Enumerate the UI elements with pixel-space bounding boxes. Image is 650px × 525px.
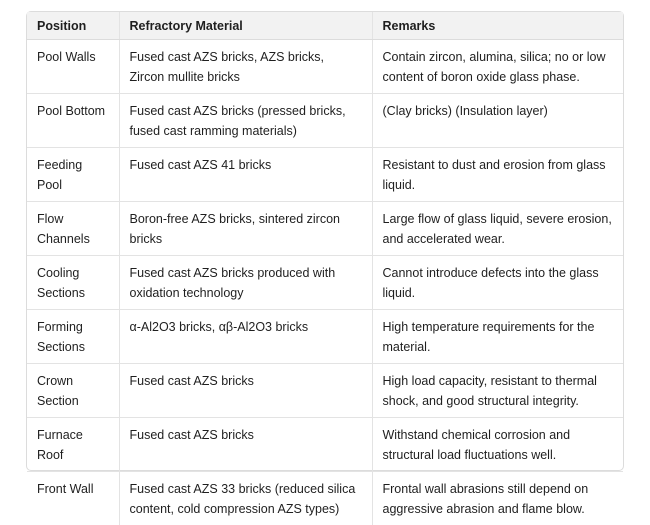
cell-position: Flow Channels: [27, 202, 119, 256]
cell-remarks: High load capacity, resistant to thermal shock, and good structural integrity.: [372, 364, 623, 418]
cell-position: Feeding Pool: [27, 148, 119, 202]
cell-position: Furnace Roof: [27, 418, 119, 472]
table-row: [27, 202, 623, 256]
cell-material: Fused cast AZS bricks: [119, 364, 372, 418]
header-row: [27, 12, 623, 40]
cell-remarks: Large flow of glass liquid, severe erosion, and accelerated wear.: [372, 202, 623, 256]
header-refractory-material: Refractory Material: [119, 12, 372, 40]
cell-remarks: Cannot introduce defects into the glass liquid.: [372, 256, 623, 310]
cell-material: Fused cast AZS bricks produced with oxidation technology: [119, 256, 372, 310]
cell-position: Forming Sections: [27, 310, 119, 364]
cell-remarks: Frontal wall abrasions still depend on aggressive abrasion and flame blow.: [372, 472, 623, 525]
table-row: [27, 418, 623, 472]
table-row: [27, 94, 623, 148]
cell-remarks: Withstand chemical corrosion and structural load fluctuations well.: [372, 418, 623, 472]
cell-material: α-Al2O3 bricks, αβ-Al2O3 bricks: [119, 310, 372, 364]
table-row: [27, 40, 623, 94]
cell-material: Boron-free AZS bricks, sintered zircon bricks: [119, 202, 372, 256]
cell-position: Crown Section: [27, 364, 119, 418]
table-row: [27, 148, 623, 202]
cell-position: Pool Walls: [27, 40, 119, 94]
cell-remarks: Resistant to dust and erosion from glass liquid.: [372, 148, 623, 202]
cell-remarks: Contain zircon, alumina, silica; no or low content of boron oxide glass phase.: [372, 40, 623, 94]
cell-position: Pool Bottom: [27, 94, 119, 148]
table-row: [27, 310, 623, 364]
cell-remarks: (Clay bricks) (Insulation layer): [372, 94, 623, 148]
refractory-materials-table: [27, 12, 623, 525]
cell-position: Front Wall: [27, 472, 119, 525]
cropped-caption: [0, 0, 650, 11]
cell-material: Fused cast AZS 41 bricks: [119, 148, 372, 202]
cell-material: Fused cast AZS 33 bricks (reduced silica content, cold compression AZS types): [119, 472, 372, 525]
cell-material: Fused cast AZS bricks, AZS bricks, Zircon mullite bricks: [119, 40, 372, 94]
table-row: [27, 364, 623, 418]
header-position: Position: [27, 12, 119, 40]
cell-material: Fused cast AZS bricks (pressed bricks, fused cast ramming materials): [119, 94, 372, 148]
cell-material: Fused cast AZS bricks: [119, 418, 372, 472]
table-row: [27, 256, 623, 310]
refractory-table-container: [26, 11, 624, 471]
cell-remarks: High temperature requirements for the material.: [372, 310, 623, 364]
header-remarks: Remarks: [372, 12, 623, 40]
cell-position: Cooling Sections: [27, 256, 119, 310]
table-row: [27, 472, 623, 525]
